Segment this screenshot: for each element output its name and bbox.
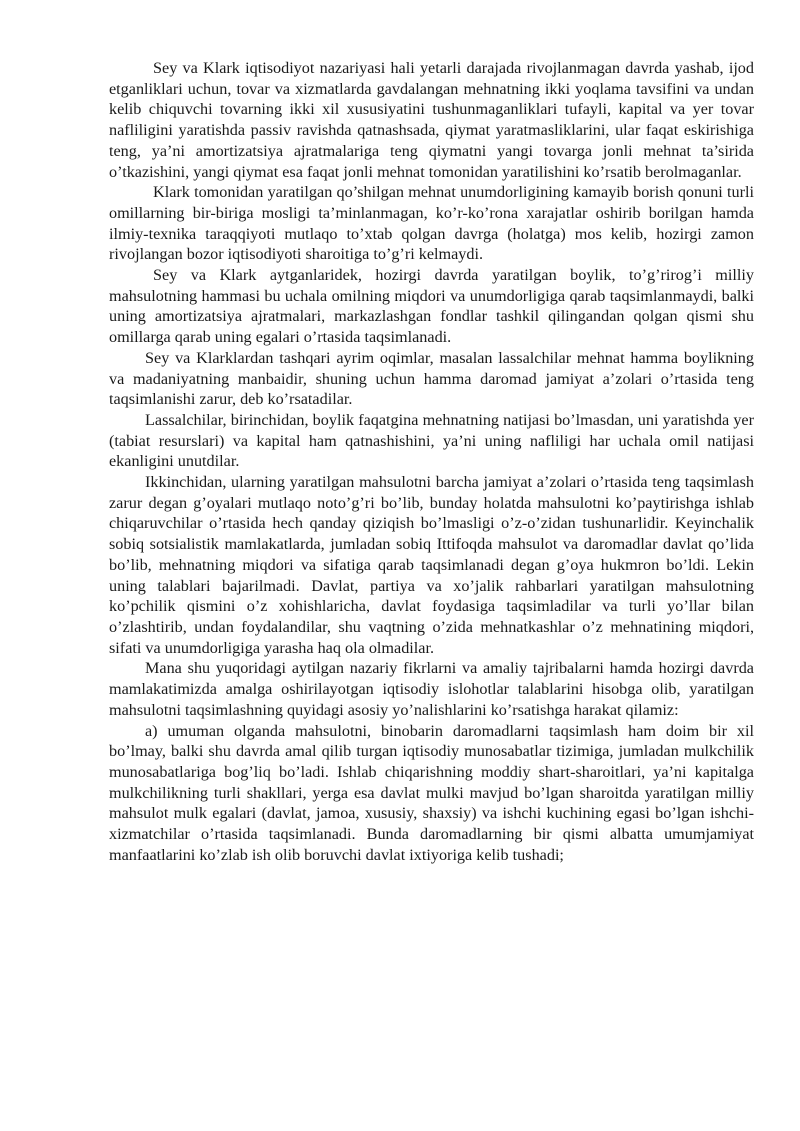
paragraph-7: Mana shu yuqoridagi aytilgan nazariy fikrlarni va amaliy tajribalarni hamda hozirgi davrda mamlakatimizda amalga oshirilayotgan iqtisodiy islohotlar talablarini hisobga olib, yaratilgan mahsulotni taqsimlashning quyidagi asosiy yo’nalishlarini ko’rsatishga harakat qilamiz: (109, 659, 754, 719)
document-page (109, 58, 754, 865)
paragraph-2: Klark tomonidan yaratilgan qo’shilgan mehnat unumdorligining kamayib borish qonuni turli omillarning bir-biriga mosligi ta’minlanmagan, ko’r-ko’rona xarajatlar oshirib borilgan hamda ilmiy-texnika taraqqiyoti mutlaqo to’xtab qolgan davrga (holatga) mos kelib, hozirgi zamon rivojlangan bozor iqtisodiyoti sharoitiga to’g’ri kelmaydi. (109, 183, 754, 264)
paragraph-1: Sey va Klark iqtisodiyot nazariyasi hali yetarli darajada rivojlanmagan davrda yashab, ijod etganliklari uchun, tovar va xizmatlarda gavdalangan mehnatning ikki yoqlama tavsifini va undan kelib chiquvchi tovarning ikki xil xususiyatini tushunmaganliklari tufayli, kapital va yer tovar nafliligini yaratishda passiv ravishda qatnashsada, qiymat yaratmasliklarini, ular faqat eskirishiga teng, ya’ni amortizatsiya ajratmalariga teng qiymatni yangi tovarga jonli mehnat ta’sirida o’tkazishini, yangi qiymat esa faqat jonli mehnat tomonidan yaratilishini ko’rsatib berolmaganlar. (109, 59, 754, 181)
paragraph-8: a) umuman olganda mahsulotni, binobarin daromadlarni taqsimlash ham doim bir xil bo’lmay, balki shu davrda amal qilib turgan iqtisodiy munosabatlar tizimiga, jumladan mulkchilik munosabatlariga bog’liq bo’ladi. Ishlab chiqarishning moddiy shart-sharoitlari, ya’ni kapitalga mulkchilikning turli shakllari, yerga esa davlat mulki mavjud bo’lgan sharoitda yaratilgan milliy mahsulot mulk egalari (davlat, jamoa, xususiy, shaxsiy) va ishchi kuchining egasi bo’lgan ishchi-xizmatchilar o’rtasida taqsimlanadi. Bunda daromadlarning bir qismi albatta umumjamiyat manfaatlarini ko’zlab ish olib boruvchi davlat ixtiyoriga kelib tushadi; (109, 721, 754, 864)
paragraph-5: Lassalchilar, birinchidan, boylik faqatgina mehnatning natijasi bo’lmasdan, uni yaratishda yer (tabiat resurslari) va kapital ham qatnashishini, ya’ni uning nafliligi har uchala omil natijasi ekanligini unutdilar. (109, 410, 754, 471)
paragraph-3: Sey va Klark aytganlaridek, hozirgi davrda yaratilgan boylik, to’g’rirog’i milliy mahsulotning hammasi bu uchala omilning miqdori va unumdorligiga qarab taqsimlanmaydi, balki uning amortizatsiya ajratmalari, markazlashgan fondlar tashkil qilingandan qolgan qismi shu omillarga qarab uning egalari o’rtasida taqsimlanadi. (109, 266, 754, 347)
paragraph-6: Ikkinchidan, ularning yaratilgan mahsulotni barcha jamiyat a’zolari o’rtasida teng taqsimlash zarur degan g’oyalari mutlaqo noto’g’ri bo’lib, bunday holatda mahsulotni ko’paytirishga ishlab chiqaruvchilar o’rtasida hech qanday qiziqish bo’lmasligi o’z-o’zidan tushunarlidir. Keyinchalik sobiq sotsialistik mamlakatlarda, jumladan sobiq Ittifoqda mahsulot va daromadlar davlat qo’lida bo’lib, mehnatning miqdori va sifatiga qarab taqsimlanadi degan g’oya hukmron bo’ldi. Lekin uning talablari bajarilmadi. Davlat, partiya va xo’jalik rahbarlari yaratilgan mahsulotning ko’pchilik qismini o’z xohishlaricha, davlat foydasiga taqsimladilar va turli yo’llar bilan o’zlashtirib, undan foydalandilar, shu vaqtning o’zida mehnatkashlar o’z mehnatining miqdori, sifati va unumdorligiga yarasha haq ola olmadilar. (109, 473, 754, 657)
paragraph-4: Sey va Klarklardan tashqari ayrim oqimlar, masalan lassalchilar mehnat hamma boylikning va madaniyatning manbaidir, shuning uchun hamma daromad jamiyat a’zolari o’rtasida teng taqsimlanishi zarur, deb ko’rsatadilar. (109, 348, 754, 409)
